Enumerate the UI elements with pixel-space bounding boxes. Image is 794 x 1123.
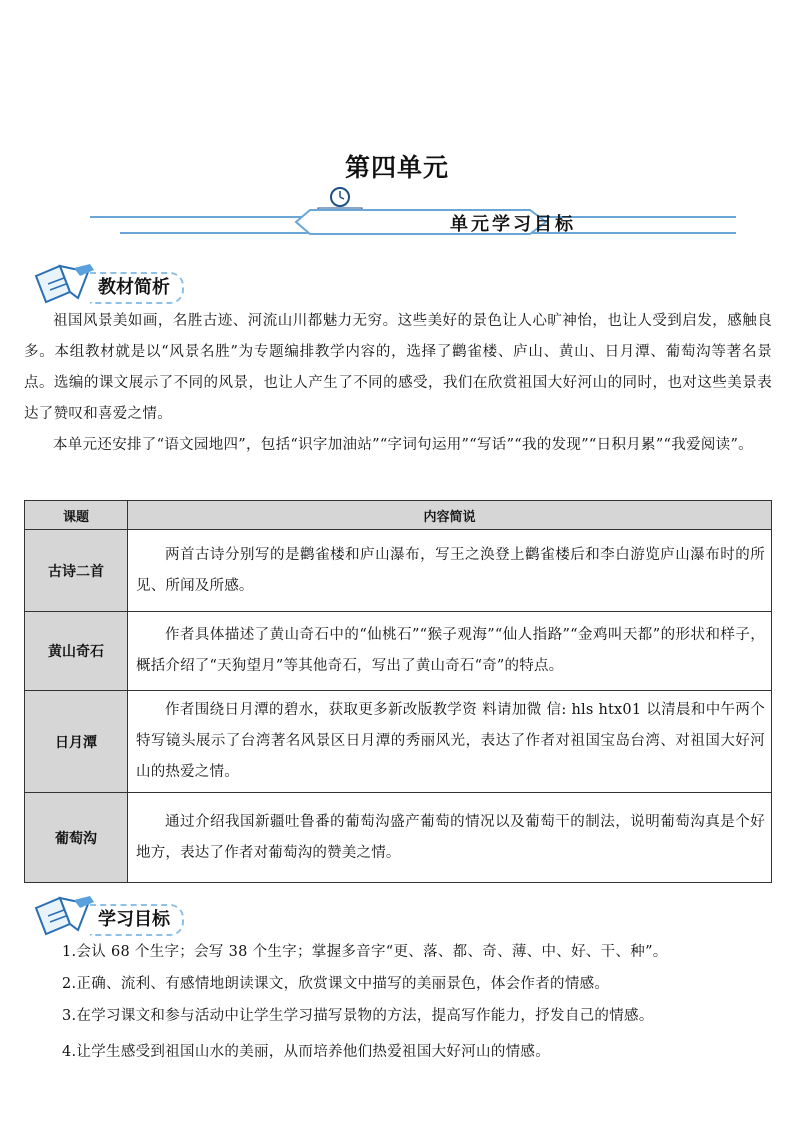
learning-goal-4: 4.让学生感受到祖国山水的美丽，从而培养他们热爱祖国大好河山的情感。 [62,1044,551,1060]
lesson-summary: 两首古诗分别写的是鹳雀楼和庐山瀑布，写王之涣登上鹳雀楼后和李白游览庐山瀑布时的所见、所闻及所感。 [128,530,772,612]
table-row [25,691,772,793]
section-label-analysis: 教材简析 [90,272,184,304]
learning-goal-1: 1.会认 68 个生字；会写 38 个生字；掌握多音字“更、落、都、奇、薄、中、好、干、种”。 [62,944,668,960]
lesson-summary: 作者围绕日月潭的碧水，获取更多新改版教学资 料请加微 信: hls htx01 以清晨和中午两个特写镜头展示了台湾著名风景区日月潭的秀丽风光，表达了作者对祖国宝岛台湾、对祖国大好河山的热爱之情。 [128,691,772,793]
analysis-paragraph-1: 祖国风景美如画，名胜古迹、河流山川都魅力无穷。这些美好的景色让人心旷神怡，也让人受到启发，感触良多。本组教材就是以“风景名胜”为专题编排教学内容的，选择了鹳雀楼、庐山、黄山、日月潭、葡萄沟等著名景点。选编的课文展示了不同的风景，也让人产生了不同的感受，我们在欣赏祖国大好河山的同时，也对这些美景表达了赞叹和喜爱之情。 [24,313,772,422]
lesson-title: 古诗二首 [25,530,128,612]
section-header-analysis [30,262,220,306]
analysis-paragraph-2: 本单元还安排了“语文园地四”，包括“识字加油站”“字词句运用”“写话”“我的发现”“日积月累”“我爱阅读”。 [53,437,753,453]
table-row [25,530,772,612]
lesson-content-table [24,500,772,883]
lesson-title: 黄山奇石 [25,612,128,691]
lesson-summary: 作者具体描述了黄山奇石中的“仙桃石”“猴子观海”“仙人指路”“金鸡叫天都”的形状和样子，概括介绍了“天狗望月”等其他奇石，写出了黄山奇石“奇”的特点。 [128,612,772,691]
section-label-goals: 学习目标 [90,904,184,936]
table-header-row [25,501,772,530]
lesson-summary: 通过介绍我国新疆吐鲁番的葡萄沟盛产葡萄的情况以及葡萄干的制法，说明葡萄沟真是个好地方，表达了作者对葡萄沟的赞美之情。 [128,793,772,883]
column-header-summary: 内容简说 [128,501,772,530]
unit-title: 第四单元 [344,153,449,182]
learning-goal-2: 2.正确、流利、有感情地朗读课文，欣赏课文中描写的美丽景色，体会作者的情感。 [62,976,610,992]
learning-goal-3: 3.在学习课文和参与活动中让学生学习描写景物的方法，提高写作能力，抒发自己的情感。 [62,1008,654,1024]
lesson-title: 葡萄沟 [25,793,128,883]
column-header-title: 课题 [25,501,128,530]
table-row [25,612,772,691]
banner-label: 单元学习目标 [450,214,576,235]
section-header-goals [30,894,220,938]
unit-goals-banner [90,186,736,244]
lesson-title: 日月潭 [25,691,128,793]
table-row [25,793,772,883]
